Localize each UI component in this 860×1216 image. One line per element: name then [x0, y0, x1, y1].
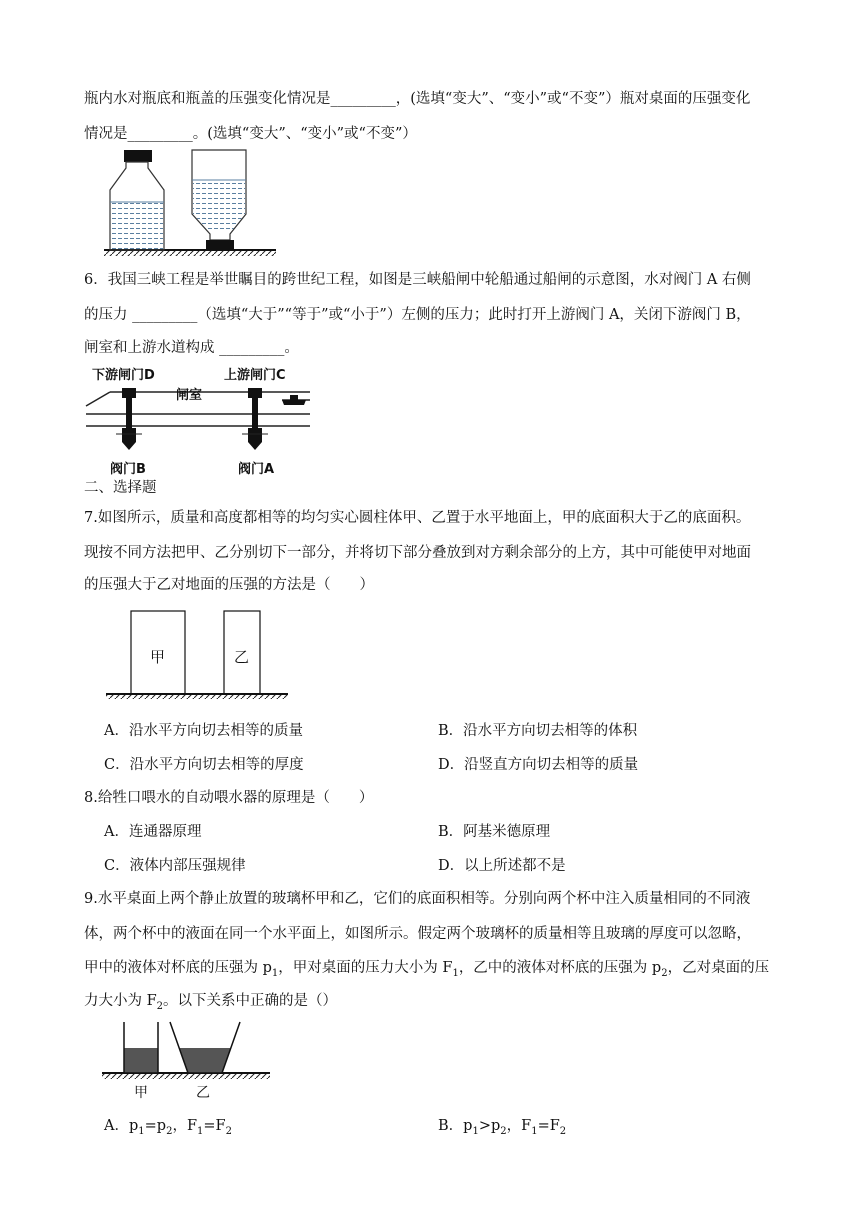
- label-cup-yi: 乙: [196, 1085, 210, 1101]
- cups-figure: [100, 1018, 272, 1104]
- q9-option-b[interactable]: B．$p_1>p_2$，$F_1=F_2$: [438, 1118, 567, 1137]
- q8-option-b[interactable]: B．阿基米德原理: [438, 824, 551, 840]
- label-valve-b: 阀门B: [110, 462, 146, 477]
- q6-line-2: 的压力 _________（选填“大于”“等于”或“小于”）左侧的压力；此时打开上游阀门 A，关闭下游阀门 B，: [84, 307, 751, 323]
- q9-line-3: 甲中的液体对杯底的压强为 $p_1$，甲对桌面的压力大小为 $F_1$，乙中的液体对杯底的压强为 $p_2$，乙对桌面的压: [84, 960, 770, 979]
- q9-line-2: 体，两个杯中的液面在同一个水平面上，如图所示。假定两个玻璃杯的质量相等且玻璃的厚度可以忽略，: [84, 926, 751, 942]
- q5-line-1: 瓶内水对瓶底和瓶盖的压强变化情况是_________，(选填“变大”、“变小”或“不变”）瓶对桌面的压强变化: [84, 91, 751, 107]
- label-cylinder-jia: 甲: [150, 648, 166, 666]
- q7-option-c[interactable]: C．沿水平方向切去相等的厚度: [104, 757, 304, 773]
- q7-line-3: 的压强大于乙对地面的压强的方法是（ ）: [84, 577, 374, 593]
- label-downstream-gate-d: 下游闸门D: [92, 368, 155, 383]
- q9-line-1: 9.水平桌面上两个静止放置的玻璃杯甲和乙，它们的底面积相等。分别向两个杯中注入质量相同的不同液: [84, 891, 751, 907]
- section-title-choice: 二、选择题: [84, 480, 157, 496]
- q7-option-a[interactable]: A．沿水平方向切去相等的质量: [104, 723, 303, 739]
- q9-option-a[interactable]: A．$p_1=p_2$，$F_1=F_2$: [104, 1118, 232, 1137]
- label-valve-a: 阀门A: [238, 462, 275, 477]
- q6-line-3: 闸室和上游水道构成 _________。: [84, 340, 299, 356]
- label-cylinder-yi: 乙: [234, 648, 250, 666]
- cylinders-figure: [104, 608, 290, 700]
- q5-line-2: 情况是_________。(选填“变大”、“变小”或“不变”）: [84, 126, 417, 142]
- q7-option-d[interactable]: D．沿竖直方向切去相等的质量: [438, 757, 639, 773]
- q7-option-b[interactable]: B．沿水平方向切去相等的体积: [438, 723, 638, 739]
- q8-option-a[interactable]: A．连通器原理: [104, 824, 202, 840]
- ship-lock-figure: [82, 362, 314, 477]
- label-upstream-gate-c: 上游闸门C: [224, 368, 286, 383]
- label-cup-jia: 甲: [134, 1085, 148, 1101]
- q8-option-c[interactable]: C．液体内部压强规律: [104, 858, 246, 874]
- q8-stem: 8.给牲口喂水的自动喂水器的原理是（ ）: [84, 790, 374, 806]
- q8-option-d[interactable]: D．以上所述都不是: [438, 858, 566, 874]
- q7-line-1: 7.如图所示，质量和高度都相等的均匀实心圆柱体甲、乙置于水平地面上，甲的底面积大于乙的底面积。: [84, 510, 751, 526]
- label-lock-chamber: 闸室: [176, 388, 203, 403]
- q6-line-1: 6．我国三峡工程是举世瞩目的跨世纪工程，如图是三峡船闸中轮船通过船闸的示意图，水对阀门 A 右侧: [84, 272, 751, 288]
- bottle-figure: [100, 146, 280, 258]
- q7-line-2: 现按不同方法把甲、乙分别切下一部分，并将切下部分叠放到对方剩余部分的上方，其中可能使甲对地面: [84, 545, 751, 561]
- q9-line-4: 力大小为 $F_2$。以下关系中正确的是（）: [84, 993, 338, 1012]
